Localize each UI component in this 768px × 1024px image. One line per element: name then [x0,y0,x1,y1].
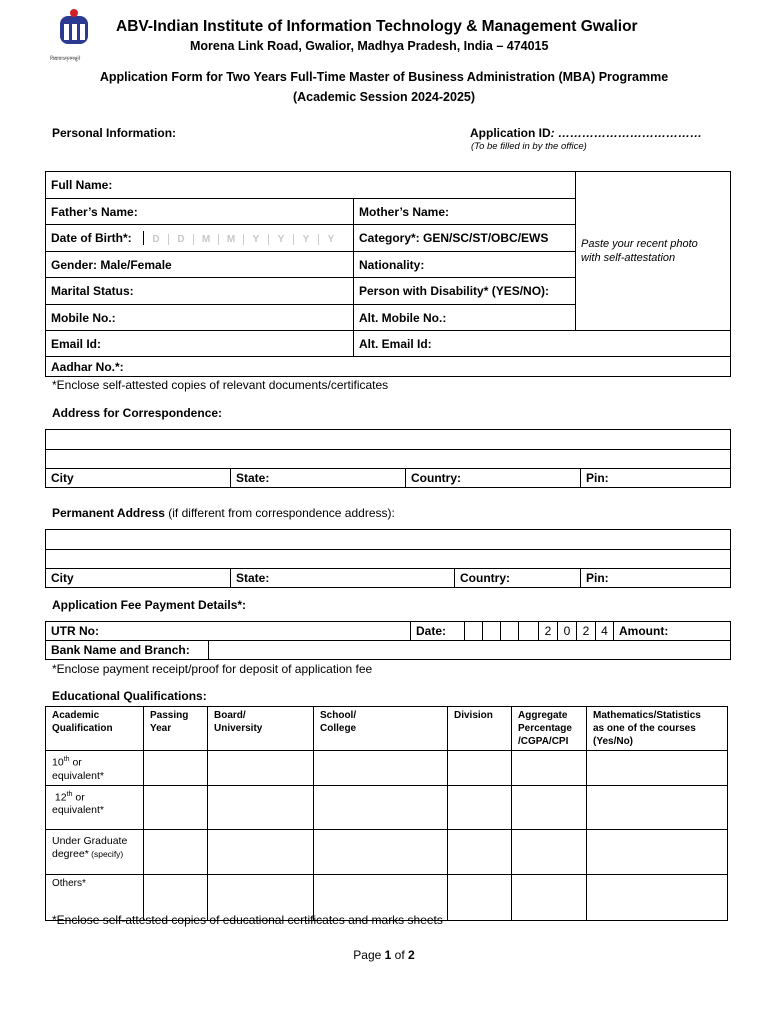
office-note: (To be filled in by the office) [471,141,587,152]
col-school-college [314,707,448,751]
permanent-table [45,529,731,588]
row-label-sup: th [63,756,70,763]
alt-mobile-field[interactable]: Alt. Mobile No.: [354,305,576,331]
row-label-part: or [69,756,82,769]
edu-cell[interactable] [512,751,587,786]
mother-name-field[interactable]: Mother’s Name: [354,199,576,225]
dob-label: Date of Birth*: [51,231,132,245]
perm-city-field[interactable]: City [46,569,231,588]
header-line: Academic [52,710,100,721]
col-maths-stats [587,707,728,751]
fee-year-digit[interactable]: 0 [558,622,577,641]
header-line: as one of the courses [593,723,696,734]
application-id-label: Application ID [470,126,551,140]
perm-pin-field[interactable]: Pin: [581,569,731,588]
row-others-label: Others* [46,874,144,920]
edu-cell[interactable] [587,751,728,786]
institute-logo [54,6,94,58]
dob-digit: Y [318,234,343,245]
edu-cell[interactable] [208,751,314,786]
father-name-field[interactable]: Father’s Name: [46,199,354,225]
bank-label: Bank Name and Branch: [46,641,209,660]
form-title-line1: Application Form for Two Years Full-Time Master of Business Administration (MBA) Programme [99,70,669,84]
row-12th-label [46,785,144,829]
page-of: of [391,948,409,962]
row-ug-label [46,829,144,874]
header-line: Division [454,710,493,721]
correspondence-line-2[interactable] [46,450,731,469]
education-table [45,706,728,921]
dob-digit: M [193,234,218,245]
bank-field[interactable] [209,641,731,660]
personal-info-heading: Personal Information: [52,126,177,140]
edu-cell[interactable] [314,829,448,874]
correspondence-table [45,429,731,488]
edu-cell[interactable] [448,751,512,786]
header-line: School/ [320,710,357,721]
fee-date-digit[interactable] [483,622,501,641]
dob-digit: Y [293,234,318,245]
edu-cell[interactable] [448,829,512,874]
page-prefix: Page [353,948,385,962]
education-heading: Educational Qualifications: [52,689,207,703]
aadhar-field[interactable]: Aadhar No.*: [46,357,731,377]
page-total: 2 [408,948,415,962]
header-line: Aggregate [518,710,568,721]
corr-state-field[interactable]: State: [231,469,406,488]
nationality-field[interactable]: Nationality: [354,252,576,278]
edu-cell[interactable] [144,751,208,786]
dob-field[interactable] [46,225,354,252]
header-line: /CGPA/CPI [518,736,569,747]
header-line: (Yes/No) [593,736,634,747]
page-current: 1 [384,948,392,962]
col-board-university [208,707,314,751]
corr-city-field[interactable]: City [46,469,231,488]
header-line: Board/ [214,710,246,721]
permanent-heading [52,506,395,520]
dob-digit: M [218,234,243,245]
personal-info-table [45,171,731,377]
table-row [46,829,728,874]
edu-cell[interactable] [587,785,728,829]
utr-field[interactable]: UTR No: [46,622,411,641]
edu-cell[interactable] [314,785,448,829]
mobile-field[interactable]: Mobile No.: [46,305,354,331]
row-10th-label [46,751,144,786]
perm-country-field[interactable]: Country: [455,569,581,588]
header-line: Qualification [52,723,113,734]
row-label-part: Under Graduate [52,834,128,847]
header-line: University [214,723,263,734]
dob-boxes[interactable] [143,231,343,245]
corr-country-field[interactable]: Country: [406,469,581,488]
photo-note-2: with self-attestation [581,252,676,264]
edu-cell[interactable] [144,829,208,874]
dob-digit: D [152,234,160,245]
fee-date-digit[interactable] [465,622,483,641]
header-line: Passing [150,710,189,721]
fee-year-digit[interactable]: 4 [596,622,614,641]
dob-digit: D [168,234,193,245]
row-label-part: degree* [52,847,89,860]
dob-digit: Y [268,234,293,245]
permanent-heading-rest: (if different from correspondence address): [164,506,395,520]
amount-field[interactable]: Amount: [614,622,731,641]
edu-cell[interactable] [512,785,587,829]
alt-email-field[interactable]: Alt. Email Id: [354,331,731,357]
fee-table [45,621,731,660]
permanent-line-1[interactable] [46,530,731,550]
row-label-part: equivalent* [52,769,104,782]
edu-cell[interactable] [208,785,314,829]
edu-cell[interactable] [314,751,448,786]
fee-year-digit[interactable]: 2 [539,622,558,641]
form-title-line2: (Academic Session 2024-2025) [292,90,476,104]
logo-motto: विद्यायाऽमृतमश्नुते [50,56,81,62]
edu-cell[interactable] [144,785,208,829]
table-row [46,751,728,786]
edu-cell[interactable] [587,829,728,874]
edu-cell[interactable] [512,829,587,874]
permanent-heading-bold: Permanent Address [52,506,165,520]
row-label-part: equivalent* [52,804,104,816]
dob-digit: Y [243,234,268,245]
correspondence-line-1[interactable] [46,430,731,450]
corr-pin-field[interactable]: Pin: [581,469,731,488]
permanent-line-2[interactable] [46,550,731,569]
correspondence-heading: Address for Correspondence: [52,406,223,420]
row-label-part: 12 [54,791,67,803]
header-line: Percentage [518,723,572,734]
row-label-part: (specify) [88,848,124,859]
marital-status-field[interactable]: Marital Status: [46,278,354,305]
perm-state-field[interactable]: State: [231,569,455,588]
disability-field[interactable]: Person with Disability* (YES/NO): [354,278,576,305]
email-field[interactable]: Email Id: [46,331,354,357]
fee-date-digit[interactable] [519,622,539,641]
edu-cell[interactable] [448,874,512,920]
col-academic-qualification [46,707,144,751]
col-aggregate [512,707,587,751]
category-field[interactable]: Category*: GEN/SC/ST/OBC/EWS [354,225,576,252]
page-number [0,948,768,962]
education-note: *Enclose self-attested copies of educational certificates and marks sheets [52,913,443,927]
edu-cell[interactable] [512,874,587,920]
edu-cell[interactable] [208,829,314,874]
edu-cell[interactable] [448,785,512,829]
row-label-part: or [72,791,85,803]
row-label-part: 10 [52,756,64,769]
fee-date-label: Date: [411,622,465,641]
fee-year-digit[interactable]: 2 [577,622,596,641]
col-division [448,707,512,751]
photo-box[interactable] [576,172,731,331]
photo-note-1: Paste your recent photo [581,238,698,250]
col-passing-year [144,707,208,751]
fee-heading: Application Fee Payment Details*: [52,598,247,612]
row-label-sup: th [66,790,73,798]
fee-date-digit[interactable] [501,622,519,641]
gender-field[interactable]: Gender: Male/Female [46,252,354,278]
table-row [46,785,728,829]
header-line: Year [150,723,172,734]
header-line: College [320,723,357,734]
institute-name: ABV-Indian Institute of Information Technology & Management Gwalior [116,18,638,35]
fee-note: *Enclose payment receipt/proof for deposit of application fee [52,662,373,676]
full-name-field[interactable]: Full Name: [46,172,576,199]
enclose-docs-note: *Enclose self-attested copies of relevant documents/certificates [52,378,389,392]
institute-address: Morena Link Road, Gwalior, Madhya Pradesh, India – 474015 [190,39,549,53]
application-id-dots: : ……………………………… [550,126,703,140]
application-id [470,126,702,140]
edu-cell[interactable] [587,874,728,920]
header-line: Mathematics/Statistics [593,710,701,721]
